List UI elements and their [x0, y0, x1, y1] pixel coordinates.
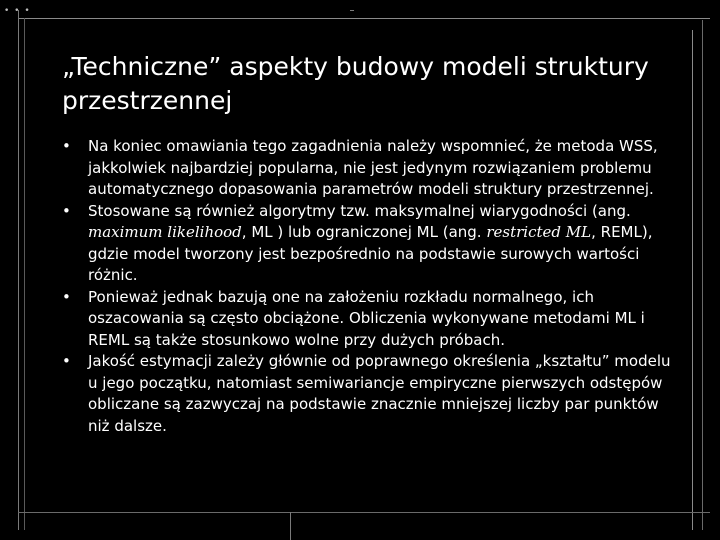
- frame-line-right-outer: [702, 20, 703, 530]
- bullet-text: [88, 288, 645, 349]
- frame-line-top: [18, 18, 710, 19]
- bullet-icon: •: [62, 352, 71, 370]
- frame-line-right: [692, 30, 693, 530]
- bullet-icon: •: [62, 137, 71, 155]
- bullet-item: [62, 287, 682, 352]
- bullet-text-part: Jakość estymacji zależy głównie od poprawnego określenia „kształtu” modelu u jego początku, natomiast semiwariancje empiryczne pierwszych odstępów obliczane są zazwyczaj na podstawie znacznie mniejszej liczby par punktów niż dalsze.: [88, 352, 671, 435]
- bullet-text: [88, 137, 658, 198]
- bullet-item: [62, 351, 682, 437]
- corner-mark: • • •: [4, 6, 31, 16]
- bullet-text: [88, 352, 671, 435]
- bullet-icon: •: [62, 287, 71, 306]
- bullet-text-italic: restricted ML: [486, 223, 592, 241]
- bullet-text-part: Stosowane są również algorytmy tzw. maksymalnej wiarygodności (ang.: [88, 201, 631, 220]
- frame-line-bottom: [18, 512, 710, 513]
- bullet-list: [62, 136, 682, 437]
- bullet-text-part: , REML), gdzie model tworzony jest bezpośrednio na podstawie surowych wartości różnic.: [88, 223, 653, 284]
- bullet-item: [62, 201, 682, 287]
- bullet-text-part: Na koniec omawiania tego zagadnienia należy wspomnieć, że metoda WSS, jakkolwiek najbardziej popularna, nie jest jedynym rozwiązaniem problemu automatycznego dopasowania parametrów modeli struktury przestrzennej.: [88, 137, 658, 198]
- slide-title: „Techniczne” aspekty budowy modeli struktury przestrzennej: [62, 52, 649, 115]
- bullet-text-part: Ponieważ jednak bazują one na założeniu rozkładu normalnego, ich oszacowania są często obciążone. Obliczenia wykonywane metodami ML i REML są także stosunkowo wolne przy dużych próbach.: [88, 287, 645, 349]
- bullet-text-italic: maximum likelihood: [88, 223, 242, 241]
- bullet-icon: •: [62, 201, 71, 220]
- bullet-item: [62, 136, 682, 201]
- frame-line-left: [18, 10, 19, 530]
- frame-line-top-tick: [350, 10, 354, 11]
- frame-line-bottom-tick: [290, 512, 291, 540]
- frame-line-left-inner: [24, 18, 25, 530]
- bullet-text-part: , ML ) lub ograniczonej ML (ang.: [241, 223, 487, 241]
- bullet-text: [88, 202, 652, 285]
